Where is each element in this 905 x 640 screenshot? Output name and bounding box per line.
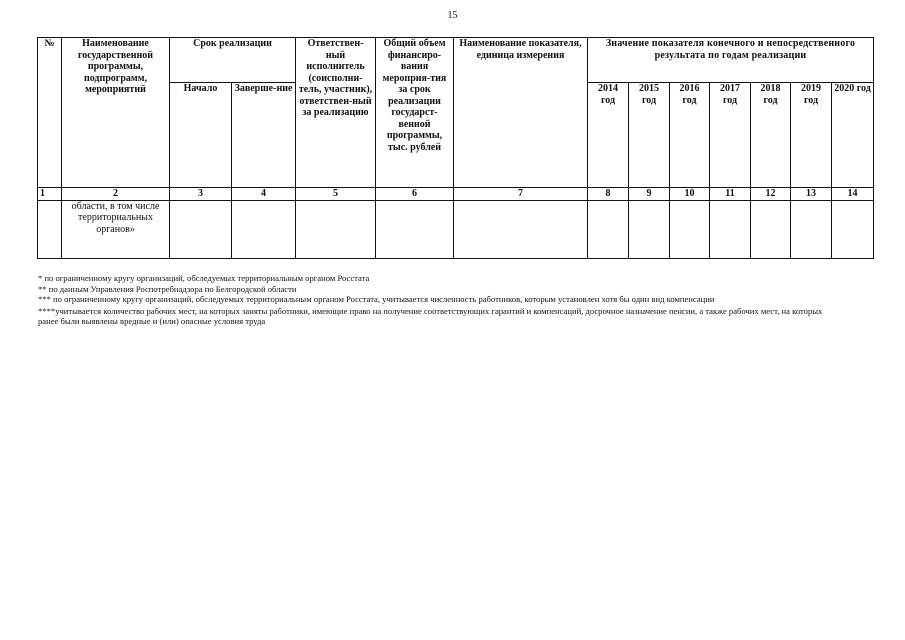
- column-number: 3: [170, 188, 232, 201]
- table-cell: [670, 200, 710, 258]
- table-cell: [710, 200, 751, 258]
- page-number: 15: [447, 10, 458, 21]
- header-period: Срок реализации: [170, 38, 296, 83]
- header-indicator: Наименование показателя, единица измерения: [454, 38, 588, 188]
- footnote: ****учитывается количество рабочих мест, на которых заняты работники, имеющие право на получение соответствующих гарантий и компенсаций, досрочное назначение пенсии, а также рабочих мест, на которых ранее были выявлены вредные и (или) опасные условия труда: [38, 305, 823, 326]
- table-cell: [629, 200, 670, 258]
- table-cell: [376, 200, 454, 258]
- program-table: [37, 37, 874, 259]
- header-year-2018: 2018 год: [751, 83, 791, 188]
- header-start: Начало: [170, 83, 232, 188]
- header-number: №: [38, 38, 62, 188]
- column-number: 11: [710, 188, 751, 201]
- footnote: * по ограниченному кругу организаций, обследуемых территориальным органом Росстата: [38, 273, 370, 283]
- column-number: 12: [751, 188, 791, 201]
- column-number: 14: [832, 188, 874, 201]
- header-funding: Общий объем финансиро-вания мероприя-тия за срок реализации государст-венной программы, тыс. рублей: [376, 38, 454, 188]
- header-year-2019: 2019 год: [791, 83, 832, 188]
- header-year-2016: 2016 год: [670, 83, 710, 188]
- column-number: 10: [670, 188, 710, 201]
- column-number: 13: [791, 188, 832, 201]
- table-cell: [454, 200, 588, 258]
- column-number-row: [38, 188, 874, 201]
- header-year-2014: 2014 год: [588, 83, 629, 188]
- column-number: 1: [38, 188, 62, 201]
- header-values-group: Значение показателя конечного и непосредственного результата по годам реализации: [588, 38, 874, 83]
- table-cell: [751, 200, 791, 258]
- footnote: ** по данным Управления Роспотребнадзора по Белгородской области: [38, 283, 297, 294]
- table-cell: [232, 200, 296, 258]
- footnote: *** по ограниченному кругу организаций, обследуемых территориальным органом Росстата, учитывается численность работников, которым установлен хотя бы один вид компенсации: [38, 294, 715, 304]
- table-row: [38, 200, 874, 258]
- header-end: Заверше-ние: [232, 83, 296, 188]
- table-cell: [588, 200, 629, 258]
- header-executor: Ответствен-ный исполнитель (соисполни-тель, участник), ответствен-ный за реализацию: [296, 38, 376, 188]
- column-number: 5: [296, 188, 376, 201]
- program-text-cell: области, в том числе территориальных органов»: [62, 200, 170, 258]
- table-cell: [38, 200, 62, 258]
- column-number: 2: [62, 188, 170, 201]
- header-year-2020: 2020 год: [832, 83, 874, 188]
- header-program-name: Наименование государственной программы, подпрограмм, мероприятий: [62, 38, 170, 188]
- table-cell: [832, 200, 874, 258]
- table-cell: [791, 200, 832, 258]
- column-number: 6: [376, 188, 454, 201]
- column-number: 8: [588, 188, 629, 201]
- table-cell: [296, 200, 376, 258]
- column-number: 4: [232, 188, 296, 201]
- header-year-2017: 2017 год: [710, 83, 751, 188]
- column-number: 9: [629, 188, 670, 201]
- header-year-2015: 2015 год: [629, 83, 670, 188]
- footnotes: [38, 273, 838, 327]
- table-cell: [170, 200, 232, 258]
- column-number: 7: [454, 188, 588, 201]
